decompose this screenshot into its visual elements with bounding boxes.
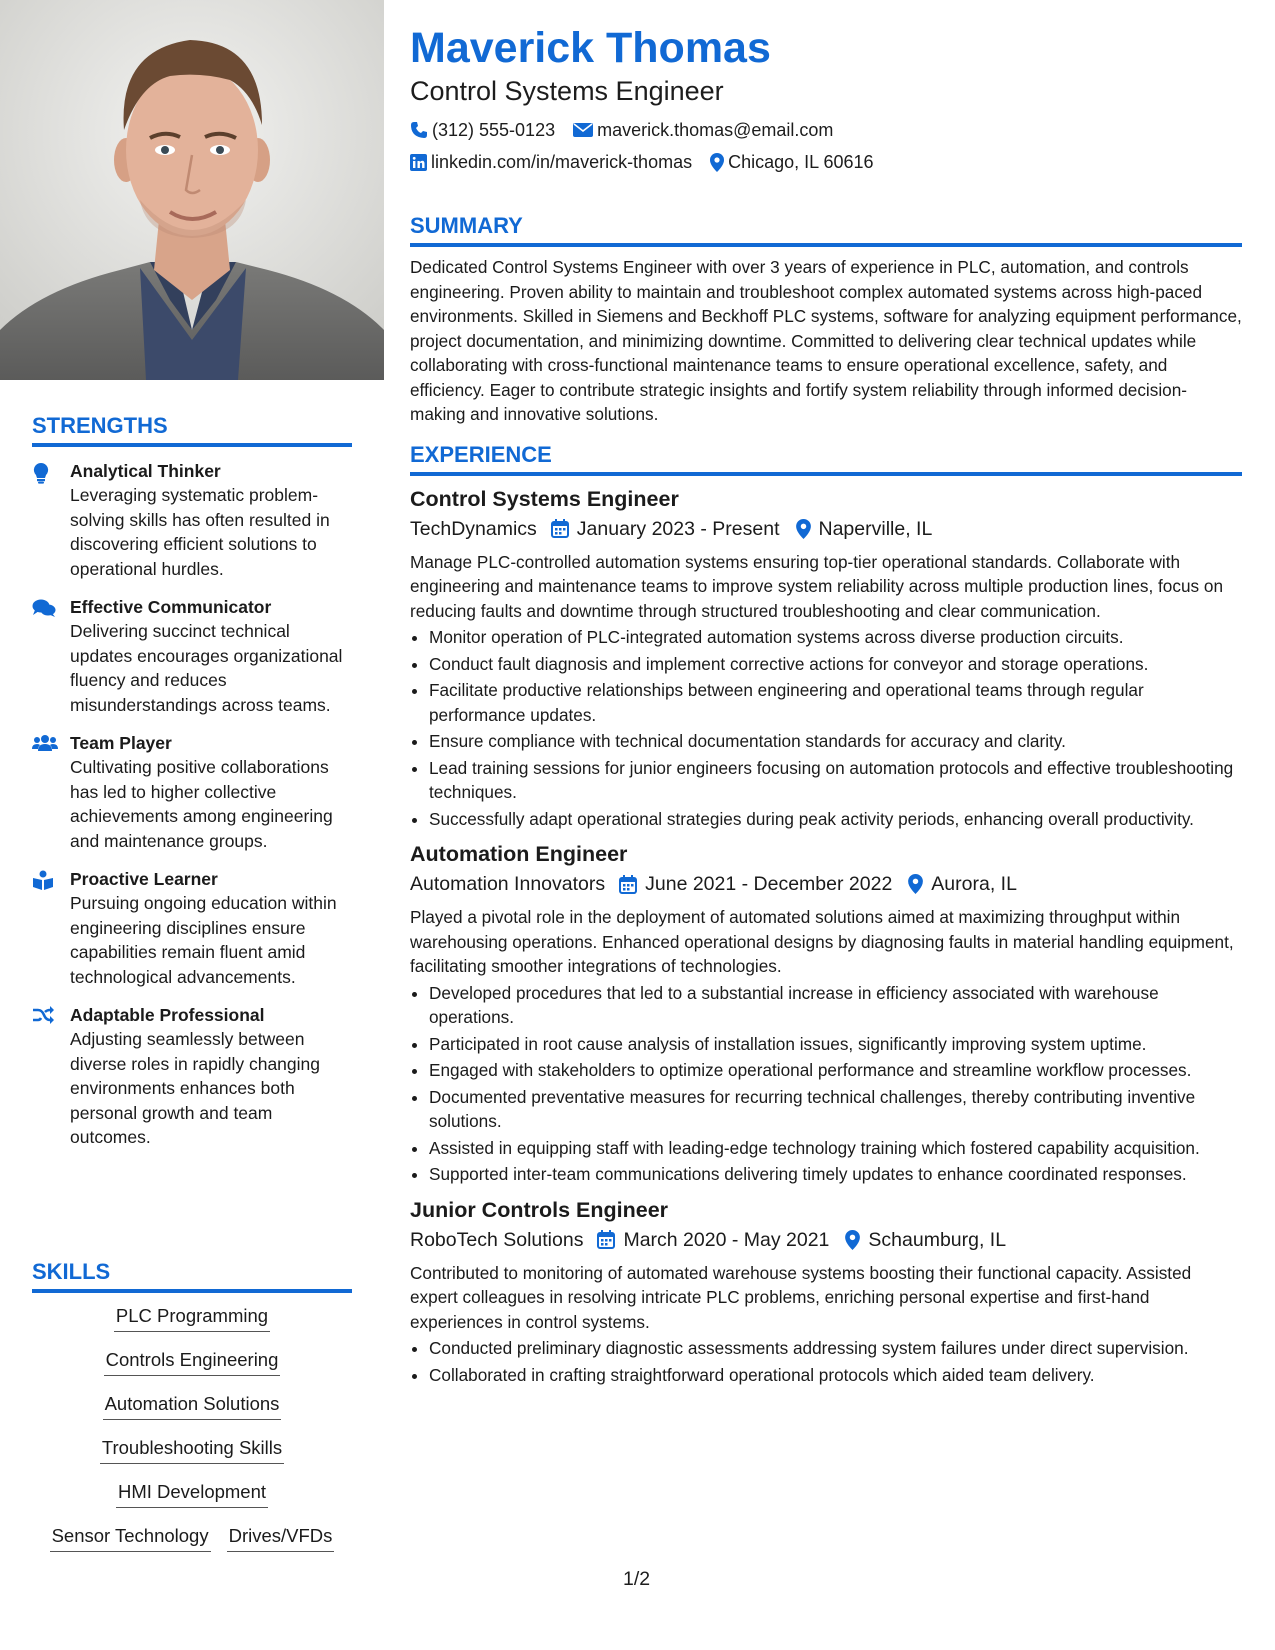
linkedin-contact[interactable] <box>410 146 692 178</box>
job-entry <box>410 1195 1242 1388</box>
job-location: Aurora, IL <box>931 873 1017 895</box>
job-bullet: • Supported inter-team communications delivering timely updates to enhance coordinated responses. <box>429 1162 1242 1187</box>
skill-tag: Troubleshooting Skills <box>100 1435 284 1464</box>
job-meta <box>410 1225 1242 1255</box>
strength-desc: Pursuing ongoing education within engineering disciplines ensure capabilities remain fluent amid technological advancements. <box>70 893 337 987</box>
job-bullet: • Monitor operation of PLC-integrated automation systems across diverse production circuits. <box>429 625 1242 650</box>
job-entry <box>410 839 1242 1187</box>
strength-desc: Delivering succinct technical updates encourages organizational fluency and reduces misunderstandings across teams. <box>70 621 343 715</box>
strength-item <box>32 867 352 989</box>
strength-title: Team Player <box>70 733 172 753</box>
job-bullet: • Participated in root cause analysis of installation issues, significantly improving system uptime. <box>429 1032 1242 1057</box>
strength-item <box>32 1003 352 1150</box>
job-bullet: • Collaborated in crafting straightforward operational protocols which aided team delivery. <box>429 1363 1242 1388</box>
strength-title: Effective Communicator <box>70 597 272 617</box>
envelope-icon <box>573 122 593 138</box>
location-contact <box>710 146 873 178</box>
skill-tag: Automation Solutions <box>103 1391 282 1420</box>
skills-heading: SKILLS <box>32 1258 352 1293</box>
experience-section <box>410 441 1242 1388</box>
job-bullet: • Ensure compliance with technical documentation standards for accuracy and clarity. <box>429 729 1242 754</box>
phone-text: (312) 555-0123 <box>432 120 556 140</box>
job-title: Control Systems Engineer <box>410 486 679 511</box>
skills-section <box>32 1258 352 1567</box>
strengths-heading: STRENGTHS <box>32 412 352 447</box>
candidate-name: Maverick Thomas <box>410 24 771 72</box>
job-dates: March 2020 - May 2021 <box>623 1228 830 1251</box>
shuffle-icon <box>32 1003 70 1150</box>
strength-item <box>32 595 352 717</box>
job-bullet: • Developed procedures that led to a substantial increase in efficiency associated with warehouse operations. <box>429 981 1242 1030</box>
left-column <box>0 0 384 1650</box>
job-description: Manage PLC-controlled automation systems ensuring top-tier operational standards. Collaborate with engineering and maintenance teams to improve system reliability across multiple production lines, focus on reducing faults and downtime through structured troubleshooting and clear communication. <box>410 551 1223 621</box>
job-bullet: • Successfully adapt operational strategies during peak activity periods, enhancing overall productivity. <box>429 807 1242 832</box>
map-pin-icon <box>796 519 811 539</box>
job-bullets <box>410 625 1242 831</box>
job-description: Played a pivotal role in the deployment of automated solutions aimed at maximizing throughput within warehousing operations. Enhanced operational designs by diagnosing faults in material handling equipment, facilitating smoother integrations of technologies. <box>410 907 1234 976</box>
job-bullet: • Lead training sessions for junior engineers focusing on automation protocols and effective troubleshooting techniques. <box>429 756 1242 805</box>
candidate-title: Control Systems Engineer <box>410 76 724 106</box>
linkedin-icon <box>410 154 427 171</box>
job-bullet: • Conducted preliminary diagnostic assessments addressing system failures under direct supervision. <box>429 1336 1242 1361</box>
job-bullet: • Facilitate productive relationships between engineering and operational teams through regular performance updates. <box>429 678 1242 727</box>
summary-heading: SUMMARY <box>410 212 1242 247</box>
page-number: 1/2 <box>623 1568 651 1590</box>
location-text: Chicago, IL 60616 <box>728 152 874 172</box>
strength-item <box>32 459 352 581</box>
job-bullet: • Engaged with stakeholders to optimize operational performance and streamline workflow processes. <box>429 1058 1242 1083</box>
job-company: TechDynamics <box>410 517 537 540</box>
job-company: RoboTech Solutions <box>410 1228 584 1251</box>
strength-title: Adaptable Professional <box>70 1005 265 1025</box>
comments-icon <box>32 595 70 717</box>
job-description: Contributed to monitoring of automated warehouse systems boosting their functional capacity. Assisted expert colleagues in resolving intricate PLC problems, enriching personal expertise and first-hand experiences in control systems. <box>410 1262 1192 1332</box>
strength-item <box>32 731 352 853</box>
strength-desc: Adjusting seamlessly between diverse roles in rapidly changing environments enhances both personal growth and team outcomes. <box>70 1029 320 1147</box>
job-bullets <box>410 1336 1242 1387</box>
contact-info <box>410 114 1242 178</box>
map-pin-icon <box>908 874 923 894</box>
phone-contact[interactable] <box>410 114 555 146</box>
main-column <box>410 22 1242 1389</box>
strength-title: Proactive Learner <box>70 869 218 889</box>
job-meta <box>410 869 1242 899</box>
job-meta <box>410 514 1242 544</box>
job-bullets <box>410 981 1242 1187</box>
job-bullet: • Assisted in equipping staff with leading-edge technology training which fostered capability acquisition. <box>429 1136 1242 1161</box>
job-location: Schaumburg, IL <box>868 1228 1007 1251</box>
book-reader-icon <box>32 867 70 989</box>
strengths-section <box>32 412 352 1164</box>
lightbulb-icon <box>32 459 70 581</box>
summary-section <box>410 212 1242 427</box>
strength-desc: Leveraging systematic problem-solving skills has often resulted in discovering efficient solutions to operational hurdles. <box>70 485 330 579</box>
phone-icon <box>410 121 428 139</box>
linkedin-text: linkedin.com/in/maverick-thomas <box>431 152 693 172</box>
job-title: Junior Controls Engineer <box>410 1197 669 1222</box>
map-pin-icon <box>845 1230 860 1250</box>
users-icon <box>32 731 70 853</box>
job-location: Naperville, IL <box>818 517 933 540</box>
skill-tag: Drives/VFDs <box>227 1523 335 1552</box>
job-title: Automation Engineer <box>410 842 628 866</box>
job-company: Automation Innovators <box>410 873 606 895</box>
map-pin-icon <box>710 153 724 172</box>
job-bullet: • Documented preventative measures for recurring technical challenges, thereby contributing inventive solutions. <box>429 1085 1242 1134</box>
calendar-icon <box>619 875 637 894</box>
job-bullet: • Conduct fault diagnosis and implement corrective actions for conveyor and storage operations. <box>429 652 1242 677</box>
experience-heading: EXPERIENCE <box>410 441 1242 476</box>
profile-photo <box>0 0 384 380</box>
skill-tag: Controls Engineering <box>104 1347 281 1376</box>
job-entry <box>410 484 1242 832</box>
strength-title: Analytical Thinker <box>70 461 221 481</box>
summary-text: Dedicated Control Systems Engineer with over 3 years of experience in PLC, automation, and controls engineering. Proven ability to maintain and troubleshoot complex automated systems across high-paced environments. Skilled in Siemens and Beckhoff PLC systems, software for analyzing equipment performance, project documentation, and minimizing downtime. Committed to delivering clear technical updates while collaborating with cross-functional maintenance teams to ensure operational excellence, safety, and efficiency. Eager to contribute strategic insights and fortify system reliability through informed decision-making and innovative solutions. <box>410 257 1242 424</box>
skill-tag: PLC Programming <box>114 1303 270 1332</box>
calendar-icon <box>551 519 569 538</box>
email-text: maverick.thomas@email.com <box>597 120 834 140</box>
email-contact[interactable] <box>573 114 833 146</box>
job-dates: January 2023 - Present <box>576 517 780 540</box>
calendar-icon <box>597 1230 615 1249</box>
skill-tag: HMI Development <box>116 1479 268 1508</box>
job-dates: June 2021 - December 2022 <box>645 873 893 895</box>
skill-tag: Sensor Technology <box>50 1523 211 1552</box>
strength-desc: Cultivating positive collaborations has led to higher collective achievements among engineering and maintenance groups. <box>70 757 333 851</box>
